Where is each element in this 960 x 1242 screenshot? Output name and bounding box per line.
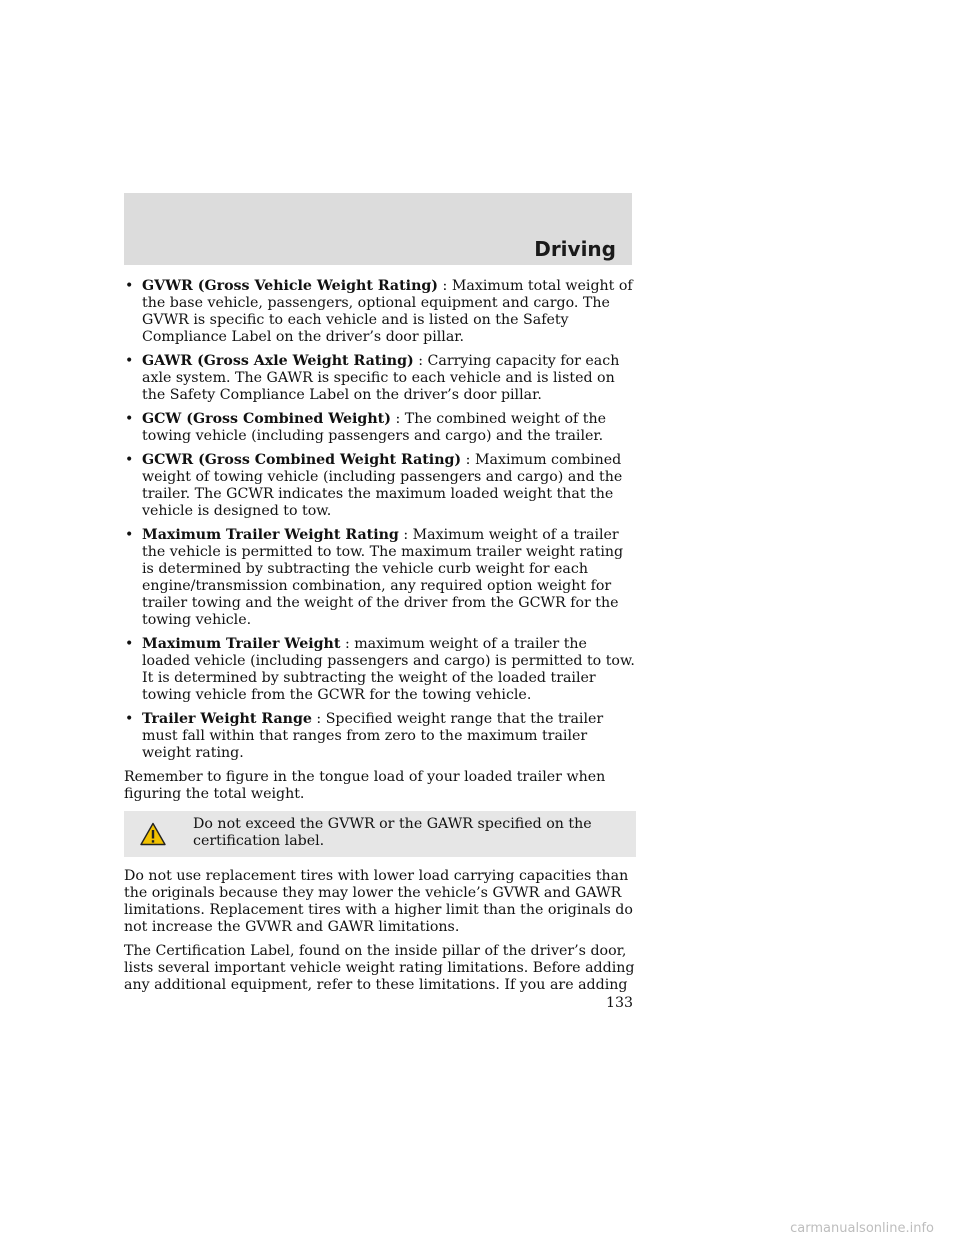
certification-label-paragraph: The Certification Label, found on the inside pillar of the driver’s door, lists several important vehicle weight rating limitations. Before adding any additional equipment, refer to these limitations. If you are adding [124,943,635,993]
list-item [124,353,636,404]
term-definition: : The combined weight of the towing vehicle (including passengers and cargo) and the trailer. [142,411,606,444]
list-item [124,452,636,520]
list-item [124,636,636,704]
term-definition: : Carrying capacity for each axle system. The GAWR is specific to each vehicle and is listed on the Safety Compliance Label on the driver’s door pillar. [142,353,620,403]
term-definition: : Maximum combined weight of towing vehicle (including passengers and cargo) and the trailer. The GCWR indicates the maximum loaded weight that the vehicle is designed to tow. [142,452,623,519]
term-label: Trailer Weight Range [142,711,312,727]
bullet: • [125,636,134,652]
warning-box [124,811,636,857]
list-item [124,278,636,346]
tongue-load-paragraph: Remember to figure in the tongue load of your loaded trailer when figuring the total weight. [124,769,606,802]
list-item [124,411,636,445]
term-definition: : Maximum total weight of the base vehicle, passengers, optional equipment and cargo. The GVWR is specific to each vehicle and is listed on the Safety Compliance Label on the driver’s door pillar. [142,278,633,345]
bullet: • [125,353,134,369]
bullet: • [125,411,134,427]
term-label: GVWR (Gross Vehicle Weight Rating) [142,278,439,294]
list-item [124,711,636,762]
page-number: 133 [606,995,634,1011]
term-definition: : maximum weight of a trailer the loaded vehicle (including passengers and cargo) is permitted to tow. It is determined by subtracting the weight of the loaded trailer towing vehicle from the GCWR for the towing vehicle. [142,636,635,703]
section-header-band [124,193,632,265]
warning-triangle-icon [140,822,166,846]
term-label: GCWR (Gross Combined Weight Rating) [142,452,462,468]
term-definition: : Specified weight range that the trailer must fall within that ranges from zero to the maximum trailer weight rating. [142,711,604,761]
watermark: carmanualsonline.info [790,1221,934,1236]
replacement-tires-paragraph: Do not use replacement tires with lower load carrying capacities than the originals because they may lower the vehicle’s GVWR and GAWR limitations. Replacement tires with a higher limit than the originals do not increase the GVWR and GAWR limitations. [124,868,633,935]
bullet: • [125,278,134,294]
bullet: • [125,527,134,543]
term-label: GCW (Gross Combined Weight) [142,411,391,427]
definition-list [124,278,636,762]
term-label: Maximum Trailer Weight Rating [142,527,399,543]
page-content [124,278,636,1001]
list-item [124,527,636,629]
term-label: GAWR (Gross Axle Weight Rating) [142,353,414,369]
bullet: • [125,452,134,468]
term-definition: : Maximum weight of a trailer the vehicle is permitted to tow. The maximum trailer weight rating is determined by subtracting the vehicle curb weight for each engine/transmission combination, any required option weight for trailer towing and the weight of the driver from the GCWR for the towing vehicle. [142,527,624,628]
warning-text: Do not exceed the GVWR or the GAWR specified on the certification label. [193,816,592,849]
term-label: Maximum Trailer Weight [142,636,341,652]
bullet: • [125,711,134,727]
section-title: Driving [534,237,616,261]
